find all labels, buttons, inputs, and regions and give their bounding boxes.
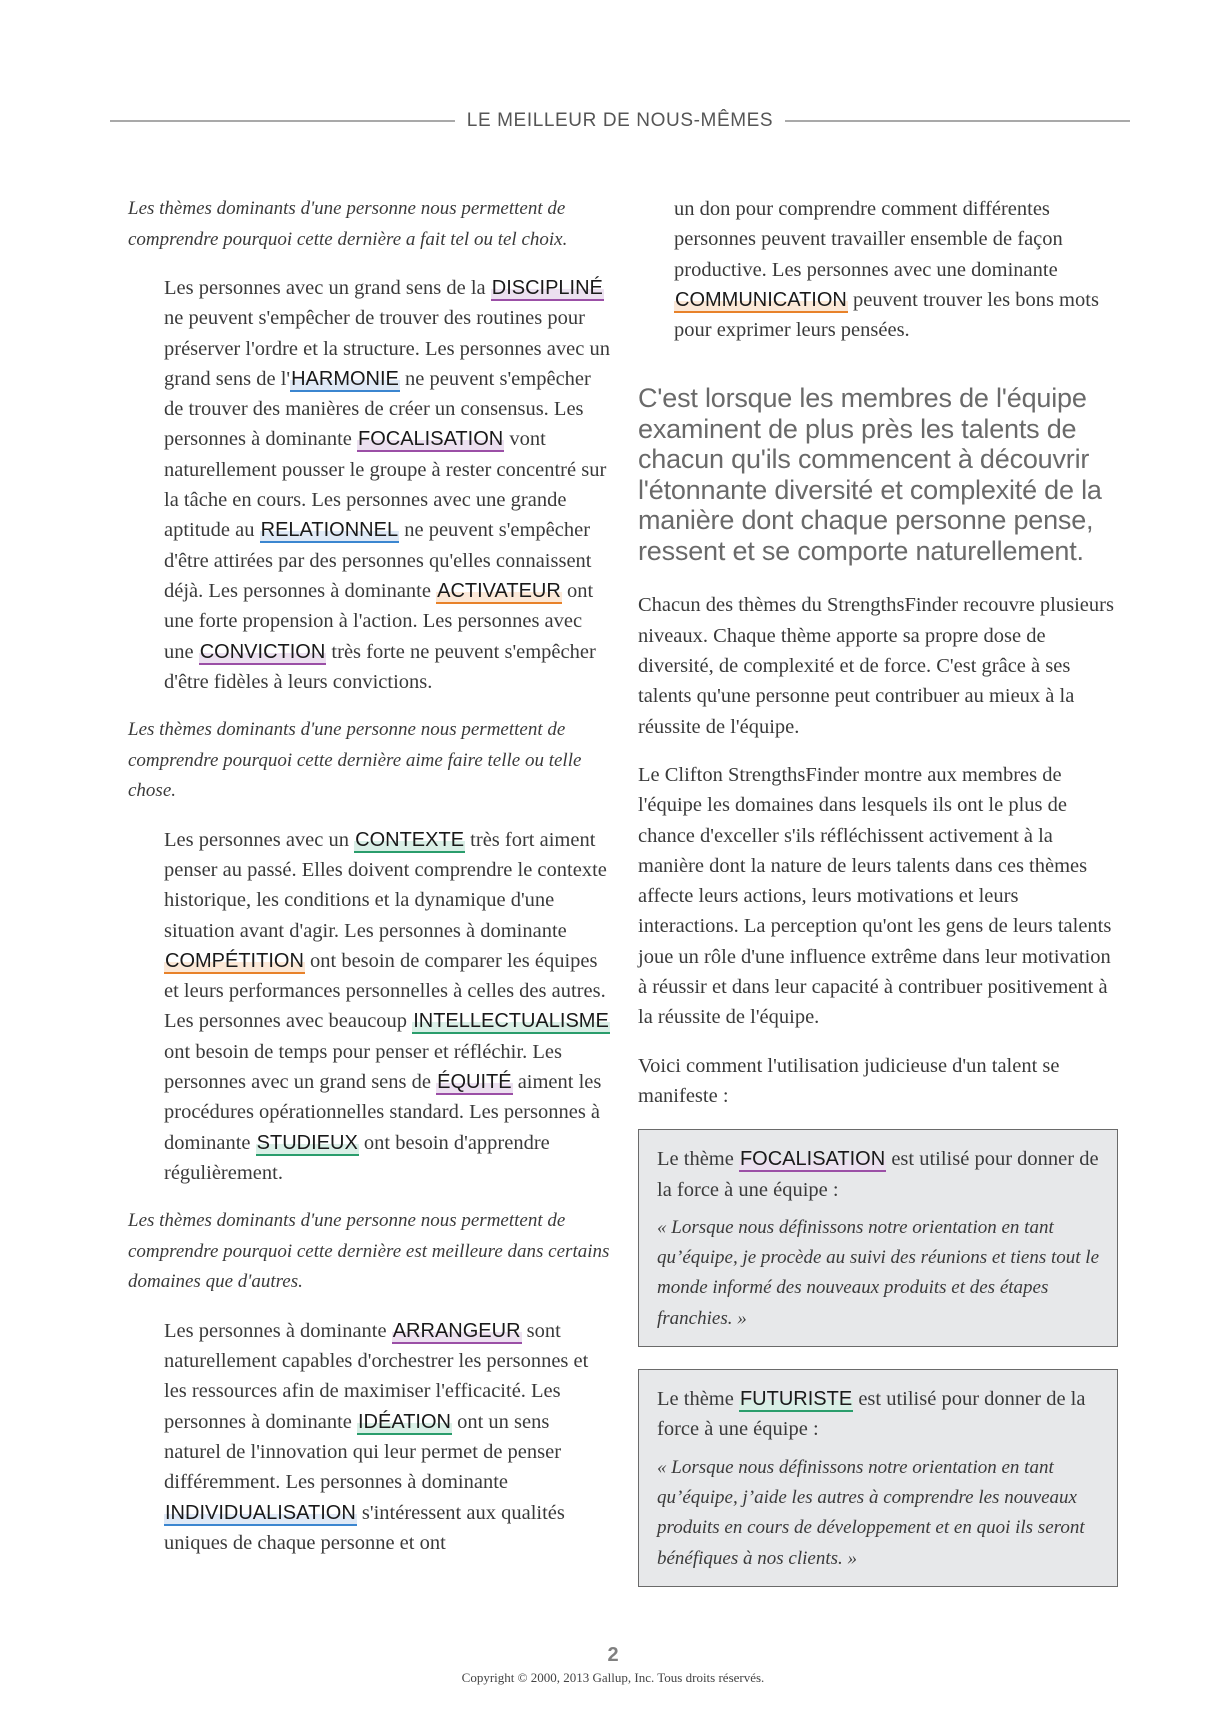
theme-belief: CONVICTION xyxy=(199,640,326,663)
text-run: très fort aiment penser au passé. Elles doivent comprendre le contexte historique, les conditions et la dynamique d'une situation avant d'agir. Les personnes à dominante xyxy=(164,828,607,942)
header-rule-right xyxy=(785,120,1130,122)
theme-activator: ACTIVATEUR xyxy=(437,579,561,602)
box-intro xyxy=(657,1144,1099,1205)
themes-paragraph-2 xyxy=(164,825,610,1189)
theme-learner: STUDIEUX xyxy=(256,1131,358,1154)
theme-context: CONTEXTE xyxy=(355,828,465,851)
themes-paragraph-3-continued xyxy=(674,194,1118,345)
theme-intellection: INTELLECTUALISME xyxy=(413,1010,609,1033)
theme-consistency: ÉQUITÉ xyxy=(437,1071,512,1094)
text-run: Les personnes avec un xyxy=(164,828,355,851)
theme-harmony: HARMONIE xyxy=(291,367,399,390)
theme-individualization: INDIVIDUALISATION xyxy=(165,1501,356,1524)
theme-competition: COMPÉTITION xyxy=(165,949,304,972)
header-title: LE MEILLEUR DE NOUS-MÊMES xyxy=(466,110,774,131)
theme-communication: COMMUNICATION xyxy=(675,288,847,311)
text-run: Les personnes à dominante xyxy=(164,1319,392,1342)
body-paragraph-2: Le Clifton StrengthsFinder montre aux membres de l'équipe les domaines dans lesquels ils ont le plus de chance d'exceller s'ils réfléchissent activement à la manière dont la nature de leurs talents dans ces thèmes affecte leurs actions, leurs motivations et leurs interactions. La perception qu'ont les gens de leurs talents joue un rôle d'une influence extrême dans leur motivation à réussir et dans leur capacité à contribuer positivement à la réussite de l'équipe. xyxy=(638,763,1112,1029)
theme-futuristic: FUTURISTE xyxy=(739,1388,853,1411)
text-run: très forte ne peuvent s'empêcher d'être fidèles à leurs convictions. xyxy=(164,640,596,693)
theme-focus: FOCALISATION xyxy=(739,1148,886,1171)
theme-relator: RELATIONNEL xyxy=(260,519,399,542)
text-run: ont un sens naturel de l'innovation qui leur permet de penser différemment. Les personnes à dominante xyxy=(164,1410,562,1494)
themes-paragraph-1 xyxy=(164,273,610,697)
header-rule-left xyxy=(110,120,455,122)
text-run: un don pour comprendre comment différentes personnes peuvent travailler ensemble de façon productive. Les personnes avec une dominante xyxy=(674,198,1063,281)
text-run: Les personnes avec un grand sens de la xyxy=(164,277,491,299)
example-box-focus xyxy=(638,1129,1118,1347)
text-run: peuvent trouver les bons mots pour exprimer leurs pensées. xyxy=(674,288,1099,342)
running-header xyxy=(110,106,1130,136)
lead-italic-1: Les thèmes dominants d'une personne nous permettent de comprendre pourquoi cette dernière a fait tel ou tel choix. xyxy=(128,198,568,250)
text-run: ne peuvent s'empêcher de trouver des manières de créer un consensus. Les personnes à dominante xyxy=(164,367,591,451)
theme-ideation: IDÉATION xyxy=(358,1410,451,1433)
text-run: ne peuvent s'empêcher de trouver des routines pour préserver l'ordre et la structure. Les personnes avec un grand sens de l' xyxy=(164,307,610,390)
page-number: 2 xyxy=(607,1644,619,1666)
right-column xyxy=(638,194,1118,1609)
text-run: ont besoin de temps pour penser et réfléchir. Les personnes avec un grand sens de xyxy=(164,1040,562,1094)
lead-italic-2: Les thèmes dominants d'une personne nous permettent de comprendre pourquoi cette dernière aime faire telle ou telle chose. xyxy=(128,719,582,802)
text-run: vont naturellement pousser le groupe à rester concentré sur la tâche en cours. Les personnes avec une grande aptitude au xyxy=(164,428,607,542)
text-run: ont besoin d'apprendre régulièrement. xyxy=(164,1131,550,1184)
body-paragraph-1: Chacun des thèmes du StrengthsFinder recouvre plusieurs niveaux. Chaque thème apporte sa propre dose de diversité, de complexité et de force. C'est grâce à ses talents qu'une personne peut contribuer au mieux à la réussite de l'équipe. xyxy=(638,594,1114,738)
text-run: ont besoin de comparer les équipes et leurs performances personnelles à celles des autres. Les personnes avec beaucoup xyxy=(164,949,606,1033)
body-paragraph-3: Voici comment l'utilisation judicieuse d'un talent se manifeste : xyxy=(638,1054,1060,1107)
text-run: ne peuvent s'empêcher d'être attirées par des personnes qu'elles connaissent déjà. Les personnes à dominante xyxy=(164,519,592,602)
text-run: ont une forte propension à l'action. Les personnes avec une xyxy=(164,579,594,663)
text-run: Le thème xyxy=(657,1148,739,1171)
copyright-notice: Copyright © 2000, 2013 Gallup, Inc. Tous droits réservés. xyxy=(461,1670,765,1685)
theme-focus: FOCALISATION xyxy=(358,428,504,451)
example-box-futuristic xyxy=(638,1369,1118,1587)
pull-quote: C'est lorsque les membres de l'équipe examinent de plus près les talents de chacun qu'ils commencent à découvrir l'étonnante diversité et complexité de la manière dont chaque personne pense, ressent et se comporte naturellement. xyxy=(638,383,1102,566)
theme-disciplined: DISCIPLINÉ xyxy=(491,277,603,299)
text-run: est utilisé pour donner de la force à une équipe : xyxy=(657,1388,1086,1441)
text-run: s'intéressent aux qualités uniques de chaque personne et ont xyxy=(164,1501,565,1554)
theme-arranger: ARRANGEUR xyxy=(392,1319,521,1342)
left-column xyxy=(128,194,610,1576)
text-run: est utilisé pour donner de la force à une équipe : xyxy=(657,1148,1099,1201)
box-quote: « Lorsque nous définissons notre orientation en tant qu’équipe, je procède au suivi des réunions et tiens tout le monde informé des nouveaux produits et des étapes franchies. » xyxy=(657,1216,1100,1329)
box-intro xyxy=(657,1384,1099,1445)
box-quote: « Lorsque nous définissons notre orientation en tant qu’équipe, j’aide les autres à comprendre les nouveaux produits en cours de développement et en quoi ils seront bénéfiques à nos clients. » xyxy=(657,1456,1085,1569)
lead-italic-3: Les thèmes dominants d'une personne nous permettent de comprendre pourquoi cette dernière est meilleure dans certains domaines que d'autres. xyxy=(128,1210,610,1293)
text-run: Le thème xyxy=(657,1388,739,1411)
themes-paragraph-3 xyxy=(164,1316,610,1558)
text-run: sont naturellement capables d'orchestrer les personnes et les ressources afin de maximiser l'efficacité. Les personnes à dominante xyxy=(164,1319,589,1433)
text-run: aiment les procédures opérationnelles standard. Les personnes à dominante xyxy=(164,1071,602,1154)
